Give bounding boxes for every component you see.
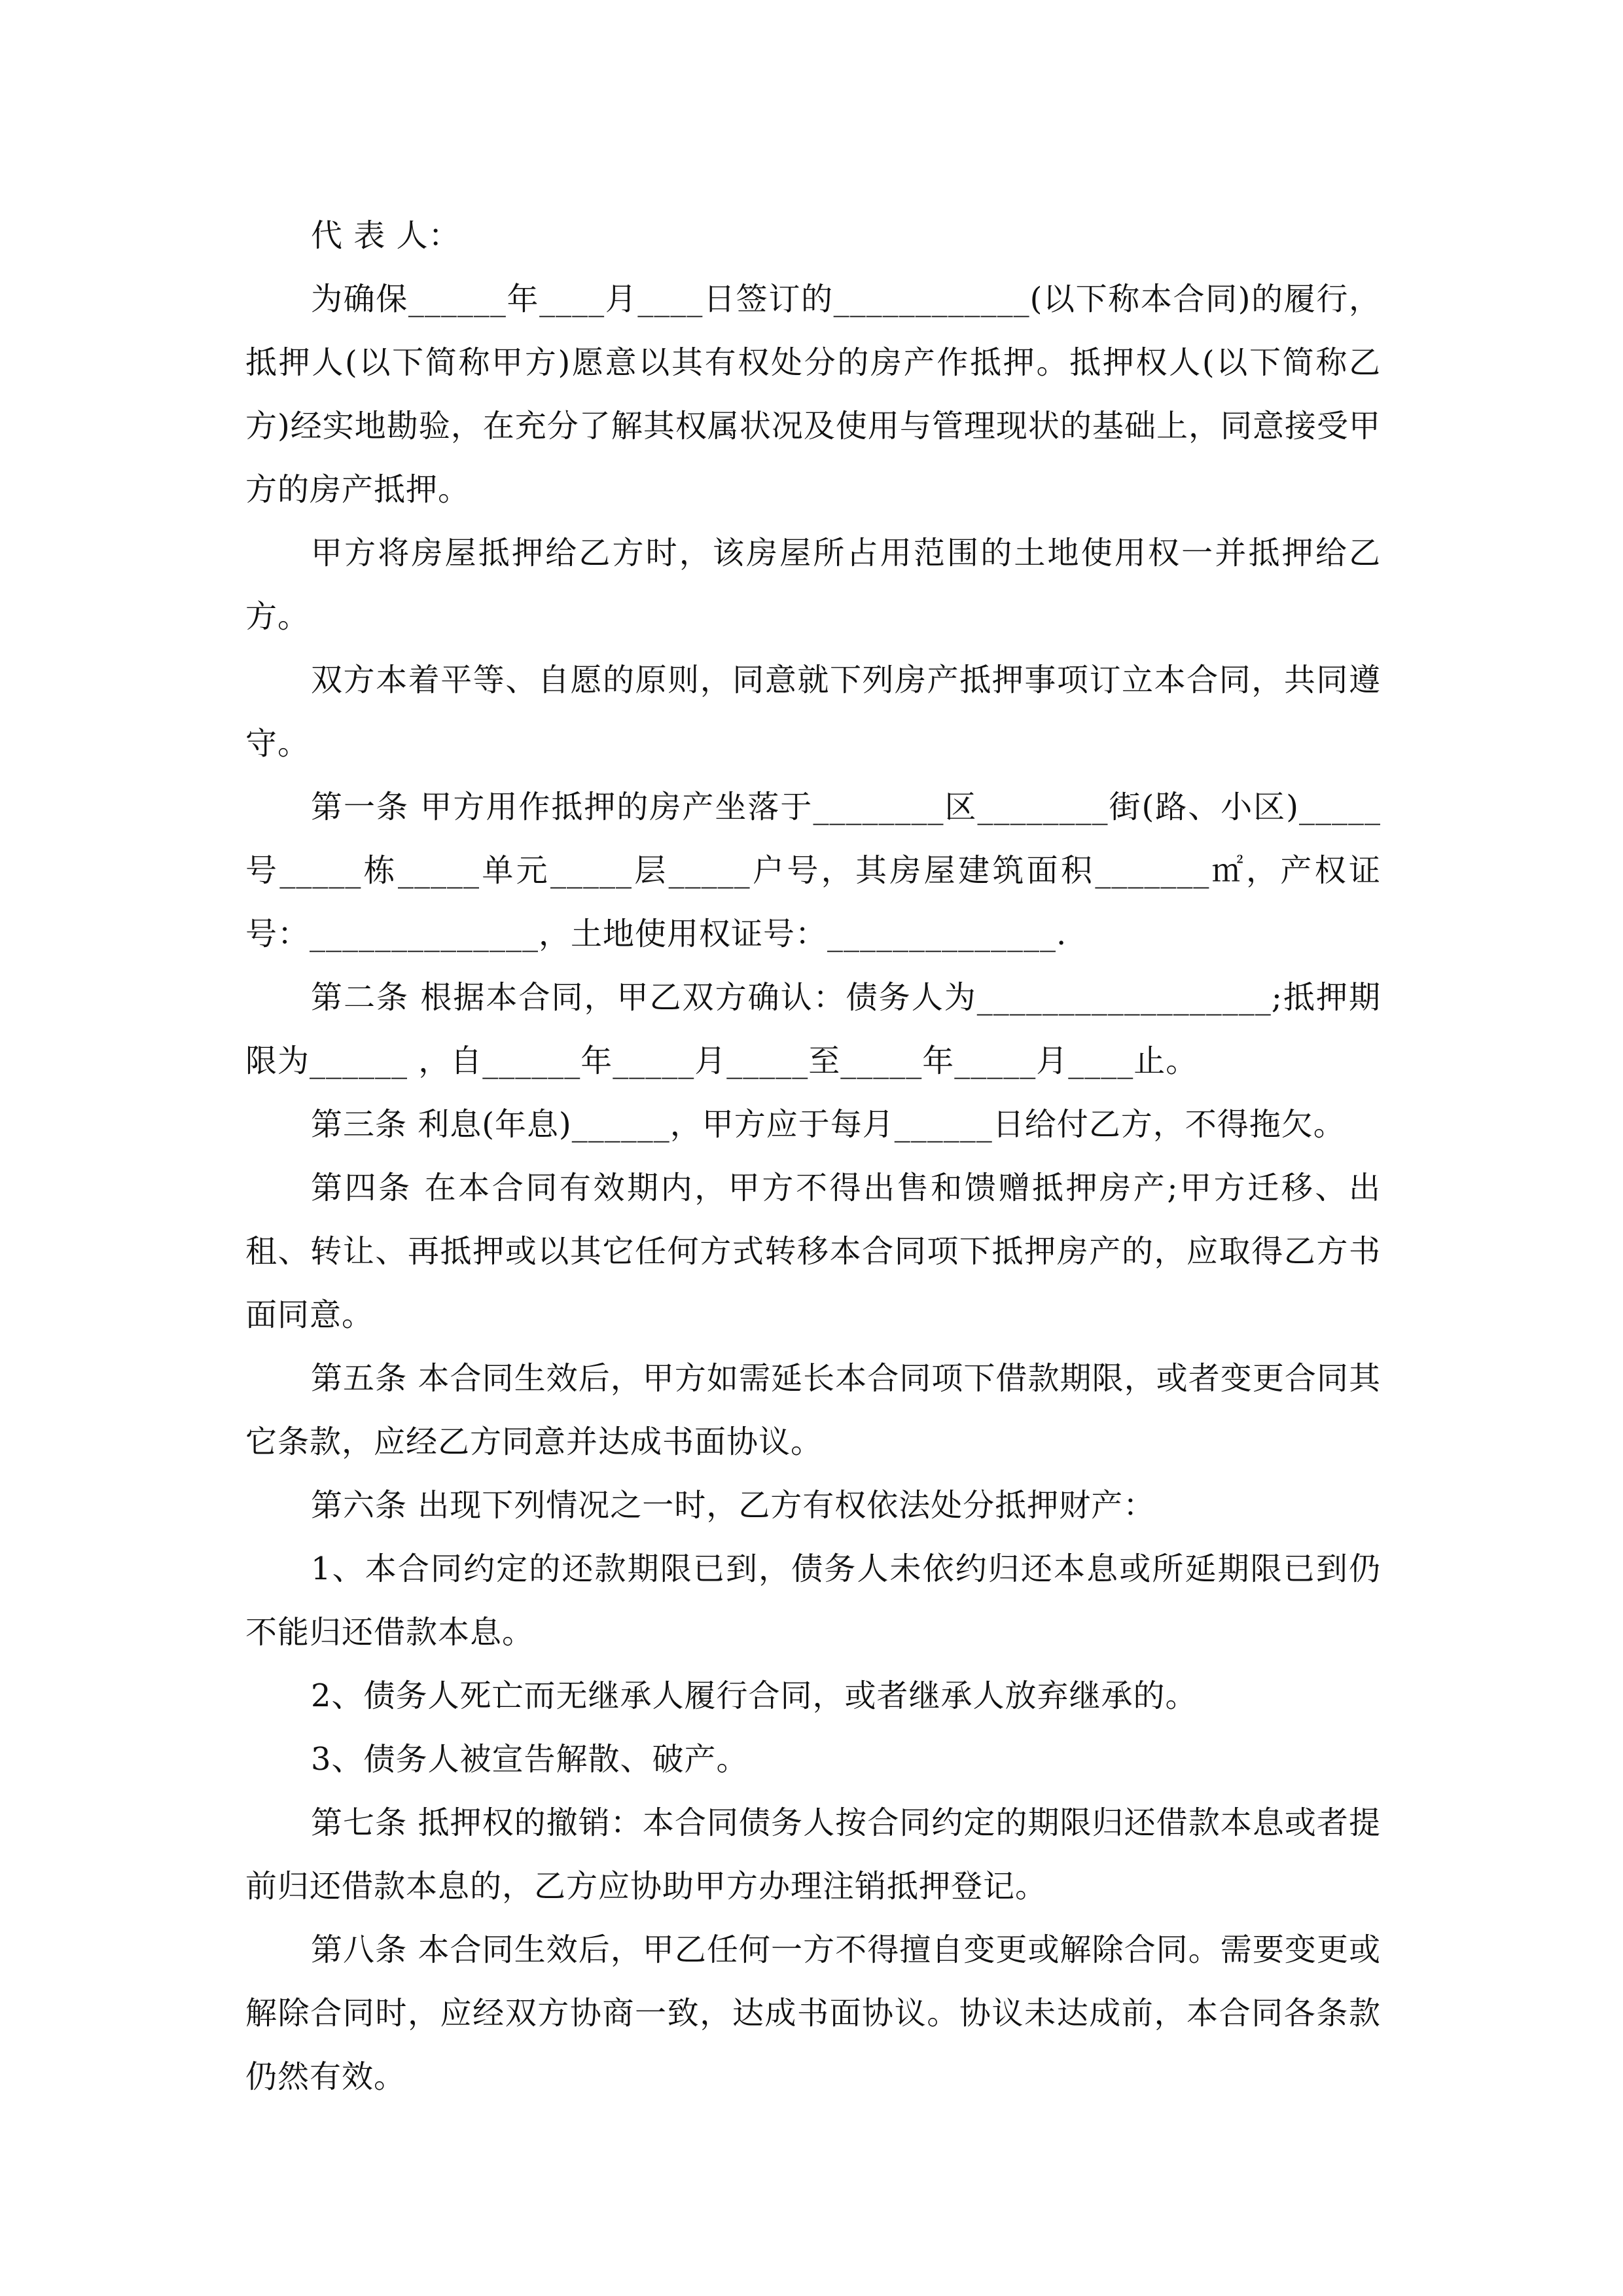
contract-body [245, 204, 1381, 2109]
article-6-item-3: 3、债务人被宣告解散、破产。 [311, 1741, 749, 1778]
article-7: 第七条 抵押权的撤销：本合同债务人按合同约定的期限归还借款本息或者提前归还借款本息的，乙方应协助甲方办理注销抵押登记。 [245, 1804, 1381, 1905]
article-3: 第三条 利息(年息)______，甲方应于每月______日给付乙方，不得拖欠。 [311, 1106, 1346, 1143]
article-6-item-1: 1、本合同约定的还款期限已到，债务人未依约归还本息或所延期限已到仍不能归还借款本息。 [245, 1551, 1381, 1651]
article-5: 第五条 本合同生效后，甲方如需延长本合同项下借款期限，或者变更合同其它条款，应经乙方同意并达成书面协议。 [245, 1360, 1381, 1460]
article-1: 第一条 甲方用作抵押的房产坐落于________区________街(路、小区)_____号_____栋_____单元_____层_____户号，其房屋建筑面积_______㎡，产权证号：______________，土地使用权证号：______________. [245, 789, 1381, 952]
article-4: 第四条 在本合同有效期内，甲方不得出售和馈赠抵押房产;甲方迁移、出租、转让、再抵押或以其它任何方式转移本合同项下抵押房产的，应取得乙方书面同意。 [245, 1170, 1381, 1333]
principle-paragraph: 双方本着平等、自愿的原则，同意就下列房产抵押事项订立本合同，共同遵守。 [245, 662, 1381, 762]
article-6: 第六条 出现下列情况之一时，乙方有权依法处分抵押财产： [311, 1487, 1156, 1524]
preamble-paragraph: 为确保______年____月____日签订的____________(以下称本合同)的履行，抵押人(以下简称甲方)愿意以其有权处分的房产作抵押。抵押权人(以下简称乙方)经实地勘验，在充分了解其权属状况及使用与管理现状的基础上，同意接受甲方的房产抵押。 [245, 281, 1381, 508]
article-6-item-2: 2、债务人死亡而无继承人履行合同，或者继承人放弃继承的。 [311, 1677, 1198, 1714]
representative-line: 代 表 人： [311, 217, 461, 254]
article-8: 第八条 本合同生效后，甲乙任何一方不得擅自变更或解除合同。需要变更或解除合同时，应经双方协商一致，达成书面协议。协议未达成前，本合同各条款仍然有效。 [245, 1931, 1381, 2095]
article-2: 第二条 根据本合同，甲乙双方确认：债务人为__________________;抵押期限为______ ，自______年_____月_____至_____年_____月____止。 [245, 979, 1381, 1079]
land-use-paragraph: 甲方将房屋抵押给乙方时，该房屋所占用范围的土地使用权一并抵押给乙方。 [245, 535, 1381, 635]
